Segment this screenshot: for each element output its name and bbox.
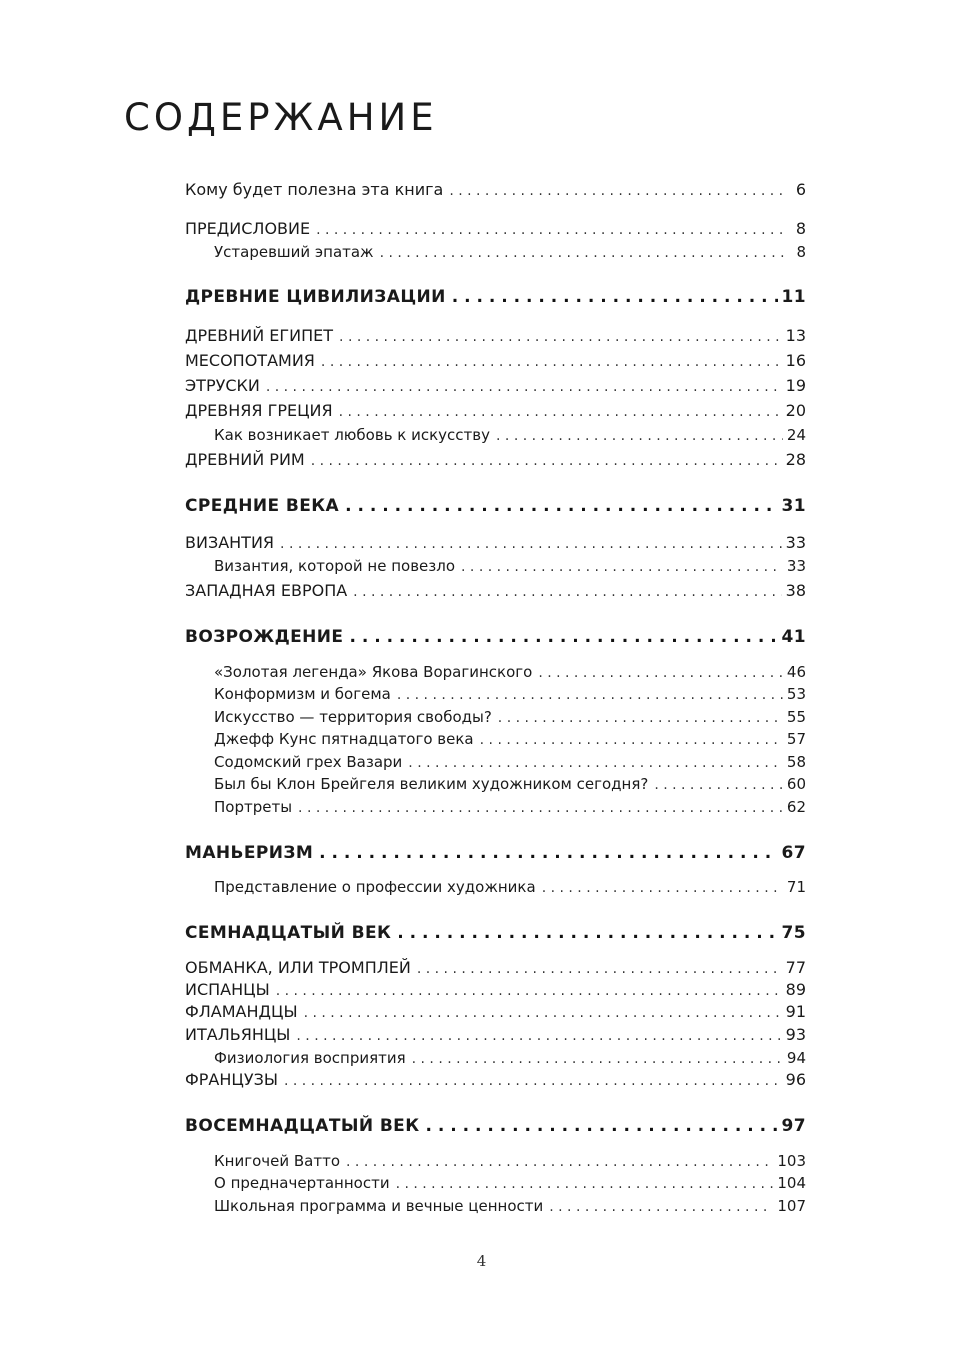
toc-entry — [185, 1001, 806, 1023]
toc-entry-title: О предначертанности — [214, 1174, 390, 1192]
dot-leader — [498, 707, 783, 729]
toc-entry-page: 104 — [777, 1174, 806, 1192]
dot-leader — [339, 326, 782, 348]
toc-entry — [185, 532, 806, 554]
toc-entry — [185, 350, 806, 372]
toc-section-page: 31 — [781, 496, 806, 516]
dot-leader — [321, 351, 782, 373]
toc-entry-title: Портреты — [214, 798, 293, 816]
toc-entry-title: Содомский грех Вазари — [214, 753, 403, 771]
toc-entry-title: ИСПАНЦЫ — [185, 980, 270, 999]
toc-entry — [185, 325, 806, 347]
toc-entry-title: ДРЕВНЯЯ ГРЕЦИЯ — [185, 401, 333, 420]
dot-leader — [397, 922, 777, 944]
toc-entry — [185, 179, 806, 201]
toc-entry-title: ДРЕВНИЙ РИМ — [185, 450, 305, 469]
toc-entry-title: ИТАЛЬЯНЦЫ — [185, 1025, 291, 1044]
toc-entry — [185, 1069, 806, 1091]
toc-section-title: ВОЗРОЖДЕНИЕ — [185, 627, 344, 647]
dot-leader — [304, 1002, 782, 1024]
dot-leader — [346, 1151, 773, 1173]
dot-leader — [339, 401, 782, 423]
toc-entry-page: 107 — [777, 1197, 806, 1215]
toc-subentry — [214, 661, 806, 683]
toc-entry-title: Представление о профессии художника — [214, 878, 536, 896]
dot-leader — [345, 495, 777, 517]
toc-entry-page: 71 — [786, 878, 806, 896]
toc-subentry — [214, 728, 806, 750]
page-number: 4 — [476, 1252, 487, 1270]
dot-leader — [298, 797, 783, 819]
toc-entry-page: 91 — [785, 1002, 806, 1021]
dot-leader — [397, 684, 783, 706]
dot-leader — [284, 1070, 782, 1092]
toc-section-title: СЕМНАДЦАТЫЙ ВЕК — [185, 923, 392, 943]
toc-subentry — [214, 773, 806, 795]
dot-leader — [412, 1048, 783, 1070]
toc-section-title: МАНЬЕРИЗМ — [185, 843, 314, 863]
toc-entry-title: ВИЗАНТИЯ — [185, 533, 275, 552]
toc-entry-page: 24 — [786, 426, 806, 444]
toc-entry — [185, 979, 806, 1001]
toc-entry-page: 38 — [785, 581, 806, 600]
toc-entry-page: 93 — [785, 1025, 806, 1044]
toc-entry-title: «Золотая легенда» Якова Ворагинского — [214, 663, 533, 681]
toc-entry-title: МЕСОПОТАМИЯ — [185, 351, 315, 370]
toc-subentry — [214, 1150, 806, 1172]
toc-subentry — [214, 1047, 806, 1069]
toc-subentry — [214, 706, 806, 728]
dot-leader — [452, 286, 778, 308]
dot-leader — [319, 842, 777, 864]
dot-leader — [538, 662, 783, 684]
dot-leader — [542, 877, 783, 899]
toc-subentry — [214, 241, 806, 263]
toc-section — [185, 922, 806, 944]
toc-entry-title: ФРАНЦУЗЫ — [185, 1070, 278, 1089]
toc-subentry — [214, 1195, 806, 1217]
toc-entry-page: 16 — [785, 351, 806, 370]
toc-entry — [185, 449, 806, 471]
toc-entry-page: 53 — [786, 685, 806, 703]
toc-entry-page: 103 — [777, 1152, 806, 1170]
toc-entry-title: ПРЕДИСЛОВИЕ — [185, 219, 311, 238]
toc-entry-page: 19 — [785, 376, 806, 395]
toc-section — [185, 1115, 806, 1137]
dot-leader — [549, 1196, 773, 1218]
toc-entry-page: 8 — [796, 243, 806, 261]
dot-leader — [280, 533, 782, 555]
toc-section — [185, 286, 806, 308]
toc-section — [185, 842, 806, 864]
toc-subentry — [214, 751, 806, 773]
toc-section — [185, 626, 806, 648]
toc-entry — [185, 957, 806, 979]
toc-entry-title: Книгочей Ватто — [214, 1152, 341, 1170]
toc-entry — [185, 1024, 806, 1046]
toc-entry-title: Византия, которой не повезло — [214, 557, 456, 575]
toc-section-title: ДРЕВНИЕ ЦИВИЛИЗАЦИИ — [185, 287, 446, 307]
toc-section-page: 67 — [781, 843, 806, 863]
toc-subentry — [214, 796, 806, 818]
toc-entry-title: ЗАПАДНАЯ ЕВРОПА — [185, 581, 348, 600]
page-title: СОДЕРЖАНИЕ — [124, 96, 438, 139]
dot-leader — [349, 626, 777, 648]
toc-entry — [185, 580, 806, 602]
toc-entry-page: 60 — [786, 775, 806, 793]
dot-leader — [353, 581, 781, 603]
toc-entry-page: 57 — [786, 730, 806, 748]
toc-subentry — [214, 683, 806, 705]
toc-entry — [185, 218, 806, 240]
dot-leader — [426, 1115, 778, 1137]
dot-leader — [296, 1025, 781, 1047]
toc-entry-page: 46 — [786, 663, 806, 681]
dot-leader — [461, 556, 783, 578]
toc-entry-page: 62 — [786, 798, 806, 816]
toc-entry-page: 33 — [785, 533, 806, 552]
toc-entry-title: Устаревший эпатаж — [214, 243, 374, 261]
toc-entry — [185, 400, 806, 422]
toc-entry-title: Был бы Клон Брейгеля великим художником сегодня? — [214, 775, 649, 793]
toc-entry-page: 20 — [785, 401, 806, 420]
toc-entry-page: 89 — [785, 980, 806, 999]
toc-section-page: 97 — [781, 1116, 806, 1136]
dot-leader — [380, 242, 784, 264]
toc-entry-page: 77 — [785, 958, 806, 977]
toc-section-title: СРЕДНИЕ ВЕКА — [185, 496, 340, 516]
dot-leader — [408, 752, 783, 774]
dot-leader — [396, 1173, 774, 1195]
toc-entry-title: Кому будет полезна эта книга — [185, 180, 444, 199]
toc-entry-title: ФЛАМАНДЦЫ — [185, 1002, 298, 1021]
toc-section-page: 11 — [781, 287, 806, 307]
toc-section-title: ВОСЕМНАДЦАТЫЙ ВЕК — [185, 1116, 420, 1136]
toc-section — [185, 495, 806, 517]
toc-subentry — [214, 876, 806, 898]
toc-section-page: 41 — [781, 627, 806, 647]
toc-section-page: 75 — [781, 923, 806, 943]
dot-leader — [496, 425, 783, 447]
toc-entry-page: 58 — [786, 753, 806, 771]
toc-entry-page: 96 — [785, 1070, 806, 1089]
toc-entry-title: Физиология восприятия — [214, 1049, 406, 1067]
toc-entry-page: 8 — [795, 219, 806, 238]
toc-entry-title: Как возникает любовь к искусству — [214, 426, 491, 444]
dot-leader — [266, 376, 782, 398]
dot-leader — [480, 729, 783, 751]
toc-subentry — [214, 1172, 806, 1194]
toc-entry-title: Школьная программа и вечные ценности — [214, 1197, 544, 1215]
toc-entry-title: Джефф Кунс пятнадцатого века — [214, 730, 474, 748]
dot-leader — [449, 180, 784, 202]
dot-leader — [311, 450, 782, 472]
toc-subentry — [214, 424, 806, 446]
toc-entry-page: 94 — [786, 1049, 806, 1067]
toc-entry-page: 13 — [785, 326, 806, 345]
dot-leader — [276, 980, 782, 1002]
dot-leader — [417, 958, 782, 980]
toc-entry-title: Конформизм и богема — [214, 685, 391, 703]
toc-entry — [185, 375, 806, 397]
toc-entry-title: ОБМАНКА, ИЛИ ТРОМПЛЕЙ — [185, 958, 411, 977]
dot-leader — [316, 219, 784, 241]
toc-entry-page: 28 — [785, 450, 806, 469]
toc-entry-page: 6 — [795, 180, 806, 199]
dot-leader — [654, 774, 783, 796]
toc-entry-page: 33 — [786, 557, 806, 575]
toc-entry-title: Искусство — территория свободы? — [214, 708, 492, 726]
toc-entry-title: ЭТРУСКИ — [185, 376, 260, 395]
toc-entry-page: 55 — [786, 708, 806, 726]
toc-entry-title: ДРЕВНИЙ ЕГИПЕТ — [185, 326, 334, 345]
toc-subentry — [214, 555, 806, 577]
